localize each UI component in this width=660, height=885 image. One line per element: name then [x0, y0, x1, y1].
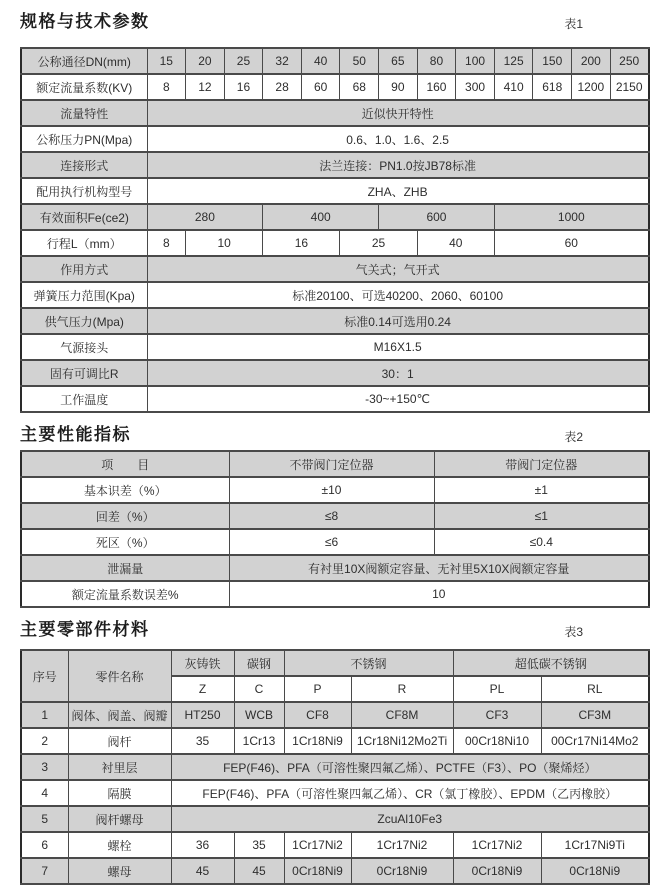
table-cell: 带阀门定位器	[434, 451, 649, 477]
section-performance	[20, 423, 648, 608]
table-cell: 160	[417, 74, 456, 100]
table-cell: 2150	[610, 74, 649, 100]
table-cell: 衬里层	[68, 754, 171, 780]
table-cell: 固有可调比R	[21, 360, 147, 386]
table-cell: 标准20100、可选40200、2060、60100	[147, 282, 649, 308]
table-cell: 65	[379, 48, 418, 74]
table-cell: 0.6、1.0、1.6、2.5	[147, 126, 649, 152]
table-cell: 200	[572, 48, 611, 74]
table-cell: ±1	[434, 477, 649, 503]
table-cell: 45	[171, 858, 234, 884]
table-cell: CF8M	[351, 702, 453, 728]
table-row	[21, 806, 649, 832]
table-cell: 阀杆螺母	[68, 806, 171, 832]
table-cell: 有衬里10X阀额定容量、无衬里5X10X阀额定容量	[229, 555, 649, 581]
table-cell: Z	[171, 676, 234, 702]
table-cell: 60	[301, 74, 340, 100]
table-cell: 超低碳不锈钢	[453, 650, 649, 676]
table-cell: 工作温度	[21, 386, 147, 412]
table-cell: 400	[263, 204, 379, 230]
table-cell: 20	[186, 48, 225, 74]
table-cell: 1Cr17Ni2	[284, 832, 351, 858]
table-cell: HT250	[171, 702, 234, 728]
table-cell: FEP(F46)、PFA（可溶性聚四氟乙烯）、PCTFE（F3）、PO（聚烯烃）	[171, 754, 649, 780]
table-cell: 45	[234, 858, 284, 884]
table-cell: P	[284, 676, 351, 702]
table-row	[21, 503, 649, 529]
table-cell: 行程L（mm）	[21, 230, 147, 256]
table-cell: 35	[234, 832, 284, 858]
table-cell: 40	[301, 48, 340, 74]
table-cell: 00Cr18Ni10	[453, 728, 541, 754]
table-cell: 280	[147, 204, 263, 230]
table-cell: 1Cr17Ni9Ti	[541, 832, 649, 858]
table-cell: ≤1	[434, 503, 649, 529]
section-header	[20, 423, 648, 447]
table-cell: 零件名称	[68, 650, 171, 702]
table-cell: 100	[456, 48, 495, 74]
table-cell: 16	[224, 74, 263, 100]
table-cell: 36	[171, 832, 234, 858]
table-row	[21, 858, 649, 884]
table-cell: 配用执行机构型号	[21, 178, 147, 204]
table-cell: C	[234, 676, 284, 702]
table-row	[21, 178, 649, 204]
table-cell: 00Cr17Ni14Mo2	[541, 728, 649, 754]
table-row	[21, 204, 649, 230]
table-cell: 回差（%）	[21, 503, 229, 529]
table-cell: 90	[379, 74, 418, 100]
table-cell: 68	[340, 74, 379, 100]
table-cell: 0Cr18Ni9	[541, 858, 649, 884]
table-cell: 25	[340, 230, 417, 256]
table-cell: 死区（%）	[21, 529, 229, 555]
table-cell: ≤6	[229, 529, 434, 555]
table-cell: RL	[541, 676, 649, 702]
table-cell: 不带阀门定位器	[229, 451, 434, 477]
table-row	[21, 74, 649, 100]
section-header	[20, 618, 648, 642]
table-cell: ZcuAl10Fe3	[171, 806, 649, 832]
table-cell: 1Cr17Ni2	[351, 832, 453, 858]
table-cell: 2	[21, 728, 68, 754]
table-cell: 3	[21, 754, 68, 780]
table-cell: 15	[147, 48, 186, 74]
table-row	[21, 650, 649, 676]
table-number-label: 表3	[564, 625, 583, 639]
table-cell: 150	[533, 48, 572, 74]
table-row	[21, 256, 649, 282]
table-cell: 隔膜	[68, 780, 171, 806]
table-cell: 1	[21, 702, 68, 728]
table-row	[21, 308, 649, 334]
table-cell: 基本识差（%）	[21, 477, 229, 503]
table-cell: 4	[21, 780, 68, 806]
section-materials	[20, 618, 648, 885]
section-header	[20, 10, 648, 34]
table-row	[21, 230, 649, 256]
table-row	[21, 282, 649, 308]
section-specifications	[20, 10, 648, 413]
table-cell: 1Cr18Ni12Mo2Ti	[351, 728, 453, 754]
table-cell: 螺栓	[68, 832, 171, 858]
table-row	[21, 780, 649, 806]
table-cell: 项 目	[21, 451, 229, 477]
table-cell: CF3M	[541, 702, 649, 728]
table-cell: 125	[494, 48, 533, 74]
table-cell: 泄漏量	[21, 555, 229, 581]
table-row	[21, 529, 649, 555]
table-row	[21, 126, 649, 152]
materials-table	[20, 649, 650, 885]
table-cell: R	[351, 676, 453, 702]
table-cell: 0Cr18Ni9	[453, 858, 541, 884]
table-cell: 不锈钢	[284, 650, 453, 676]
table-cell: 0Cr18Ni9	[351, 858, 453, 884]
section-title: 规格与技术参数	[20, 12, 150, 31]
table-cell: 16	[263, 230, 340, 256]
table-cell: CF3	[453, 702, 541, 728]
spec-table	[20, 47, 650, 413]
table-row	[21, 451, 649, 477]
table-cell: 供气压力(Mpa)	[21, 308, 147, 334]
table-cell: 流量特性	[21, 100, 147, 126]
table-cell: 有效面积Fe(ce2)	[21, 204, 147, 230]
table-row	[21, 581, 649, 607]
table-row	[21, 477, 649, 503]
table-cell: 阀杆	[68, 728, 171, 754]
table-cell: 序号	[21, 650, 68, 702]
table-number-label: 表1	[564, 17, 583, 31]
table-row	[21, 555, 649, 581]
table-cell: 6	[21, 832, 68, 858]
table-cell: ZHA、ZHB	[147, 178, 649, 204]
table-cell: WCB	[234, 702, 284, 728]
table-cell: 35	[171, 728, 234, 754]
table-row	[21, 832, 649, 858]
table-cell: 80	[417, 48, 456, 74]
table-cell: ≤8	[229, 503, 434, 529]
table-cell: 额定流量系数(KV)	[21, 74, 147, 100]
table-cell: 7	[21, 858, 68, 884]
table-cell: 额定流量系数误差%	[21, 581, 229, 607]
table-row	[21, 702, 649, 728]
table-cell: 弹簧压力范围(Kpa)	[21, 282, 147, 308]
table-cell: 50	[340, 48, 379, 74]
table-cell: 1200	[572, 74, 611, 100]
table-cell: 1Cr18Ni9	[284, 728, 351, 754]
table-cell: ±10	[229, 477, 434, 503]
table-row	[21, 360, 649, 386]
table-cell: 5	[21, 806, 68, 832]
table-cell: 1000	[494, 204, 648, 230]
table-cell: 近似快开特性	[147, 100, 649, 126]
table-cell: 410	[494, 74, 533, 100]
table-cell: PL	[453, 676, 541, 702]
table-cell: 阀体、阀盖、阀瓣	[68, 702, 171, 728]
section-title: 主要性能指标	[20, 425, 131, 444]
table-number-label: 表2	[564, 430, 583, 444]
table-cell: 灰铸铁	[171, 650, 234, 676]
table-cell: 60	[494, 230, 648, 256]
table-cell: 气源接头	[21, 334, 147, 360]
table-cell: CF8	[284, 702, 351, 728]
table-row	[21, 754, 649, 780]
table-cell: 碳钢	[234, 650, 284, 676]
table-cell: 30：1	[147, 360, 649, 386]
table-cell: 250	[610, 48, 649, 74]
table-cell: 28	[263, 74, 302, 100]
table-cell: 法兰连接：PN1.0按JB78标准	[147, 152, 649, 178]
table-cell: 公称通径DN(mm)	[21, 48, 147, 74]
table-cell: 螺母	[68, 858, 171, 884]
table-cell: 标准0.14可选用0.24	[147, 308, 649, 334]
table-cell: -30~+150℃	[147, 386, 649, 412]
table-cell: 32	[263, 48, 302, 74]
table-cell: 8	[147, 74, 186, 100]
table-row	[21, 386, 649, 412]
table-cell: 40	[417, 230, 494, 256]
table-row	[21, 334, 649, 360]
table-cell: ≤0.4	[434, 529, 649, 555]
table-row	[21, 48, 649, 74]
table-cell: 10	[229, 581, 649, 607]
table-cell: 1Cr13	[234, 728, 284, 754]
performance-table	[20, 450, 650, 608]
table-cell: 1Cr17Ni2	[453, 832, 541, 858]
table-cell: 10	[186, 230, 263, 256]
table-cell: 0Cr18Ni9	[284, 858, 351, 884]
table-cell: 300	[456, 74, 495, 100]
table-cell: 8	[147, 230, 186, 256]
table-row	[21, 100, 649, 126]
section-title: 主要零部件材料	[20, 620, 150, 639]
table-cell: 连接形式	[21, 152, 147, 178]
table-cell: M16X1.5	[147, 334, 649, 360]
table-cell: 618	[533, 74, 572, 100]
table-cell: 12	[186, 74, 225, 100]
table-cell: 25	[224, 48, 263, 74]
table-cell: 600	[379, 204, 495, 230]
table-row	[21, 152, 649, 178]
table-cell: 作用方式	[21, 256, 147, 282]
table-cell: FEP(F46)、PFA（可溶性聚四氟乙烯）、CR（氯丁橡胶）、EPDM（乙丙橡胶）	[171, 780, 649, 806]
table-cell: 气关式；气开式	[147, 256, 649, 282]
table-row	[21, 728, 649, 754]
table-cell: 公称压力PN(Mpa)	[21, 126, 147, 152]
